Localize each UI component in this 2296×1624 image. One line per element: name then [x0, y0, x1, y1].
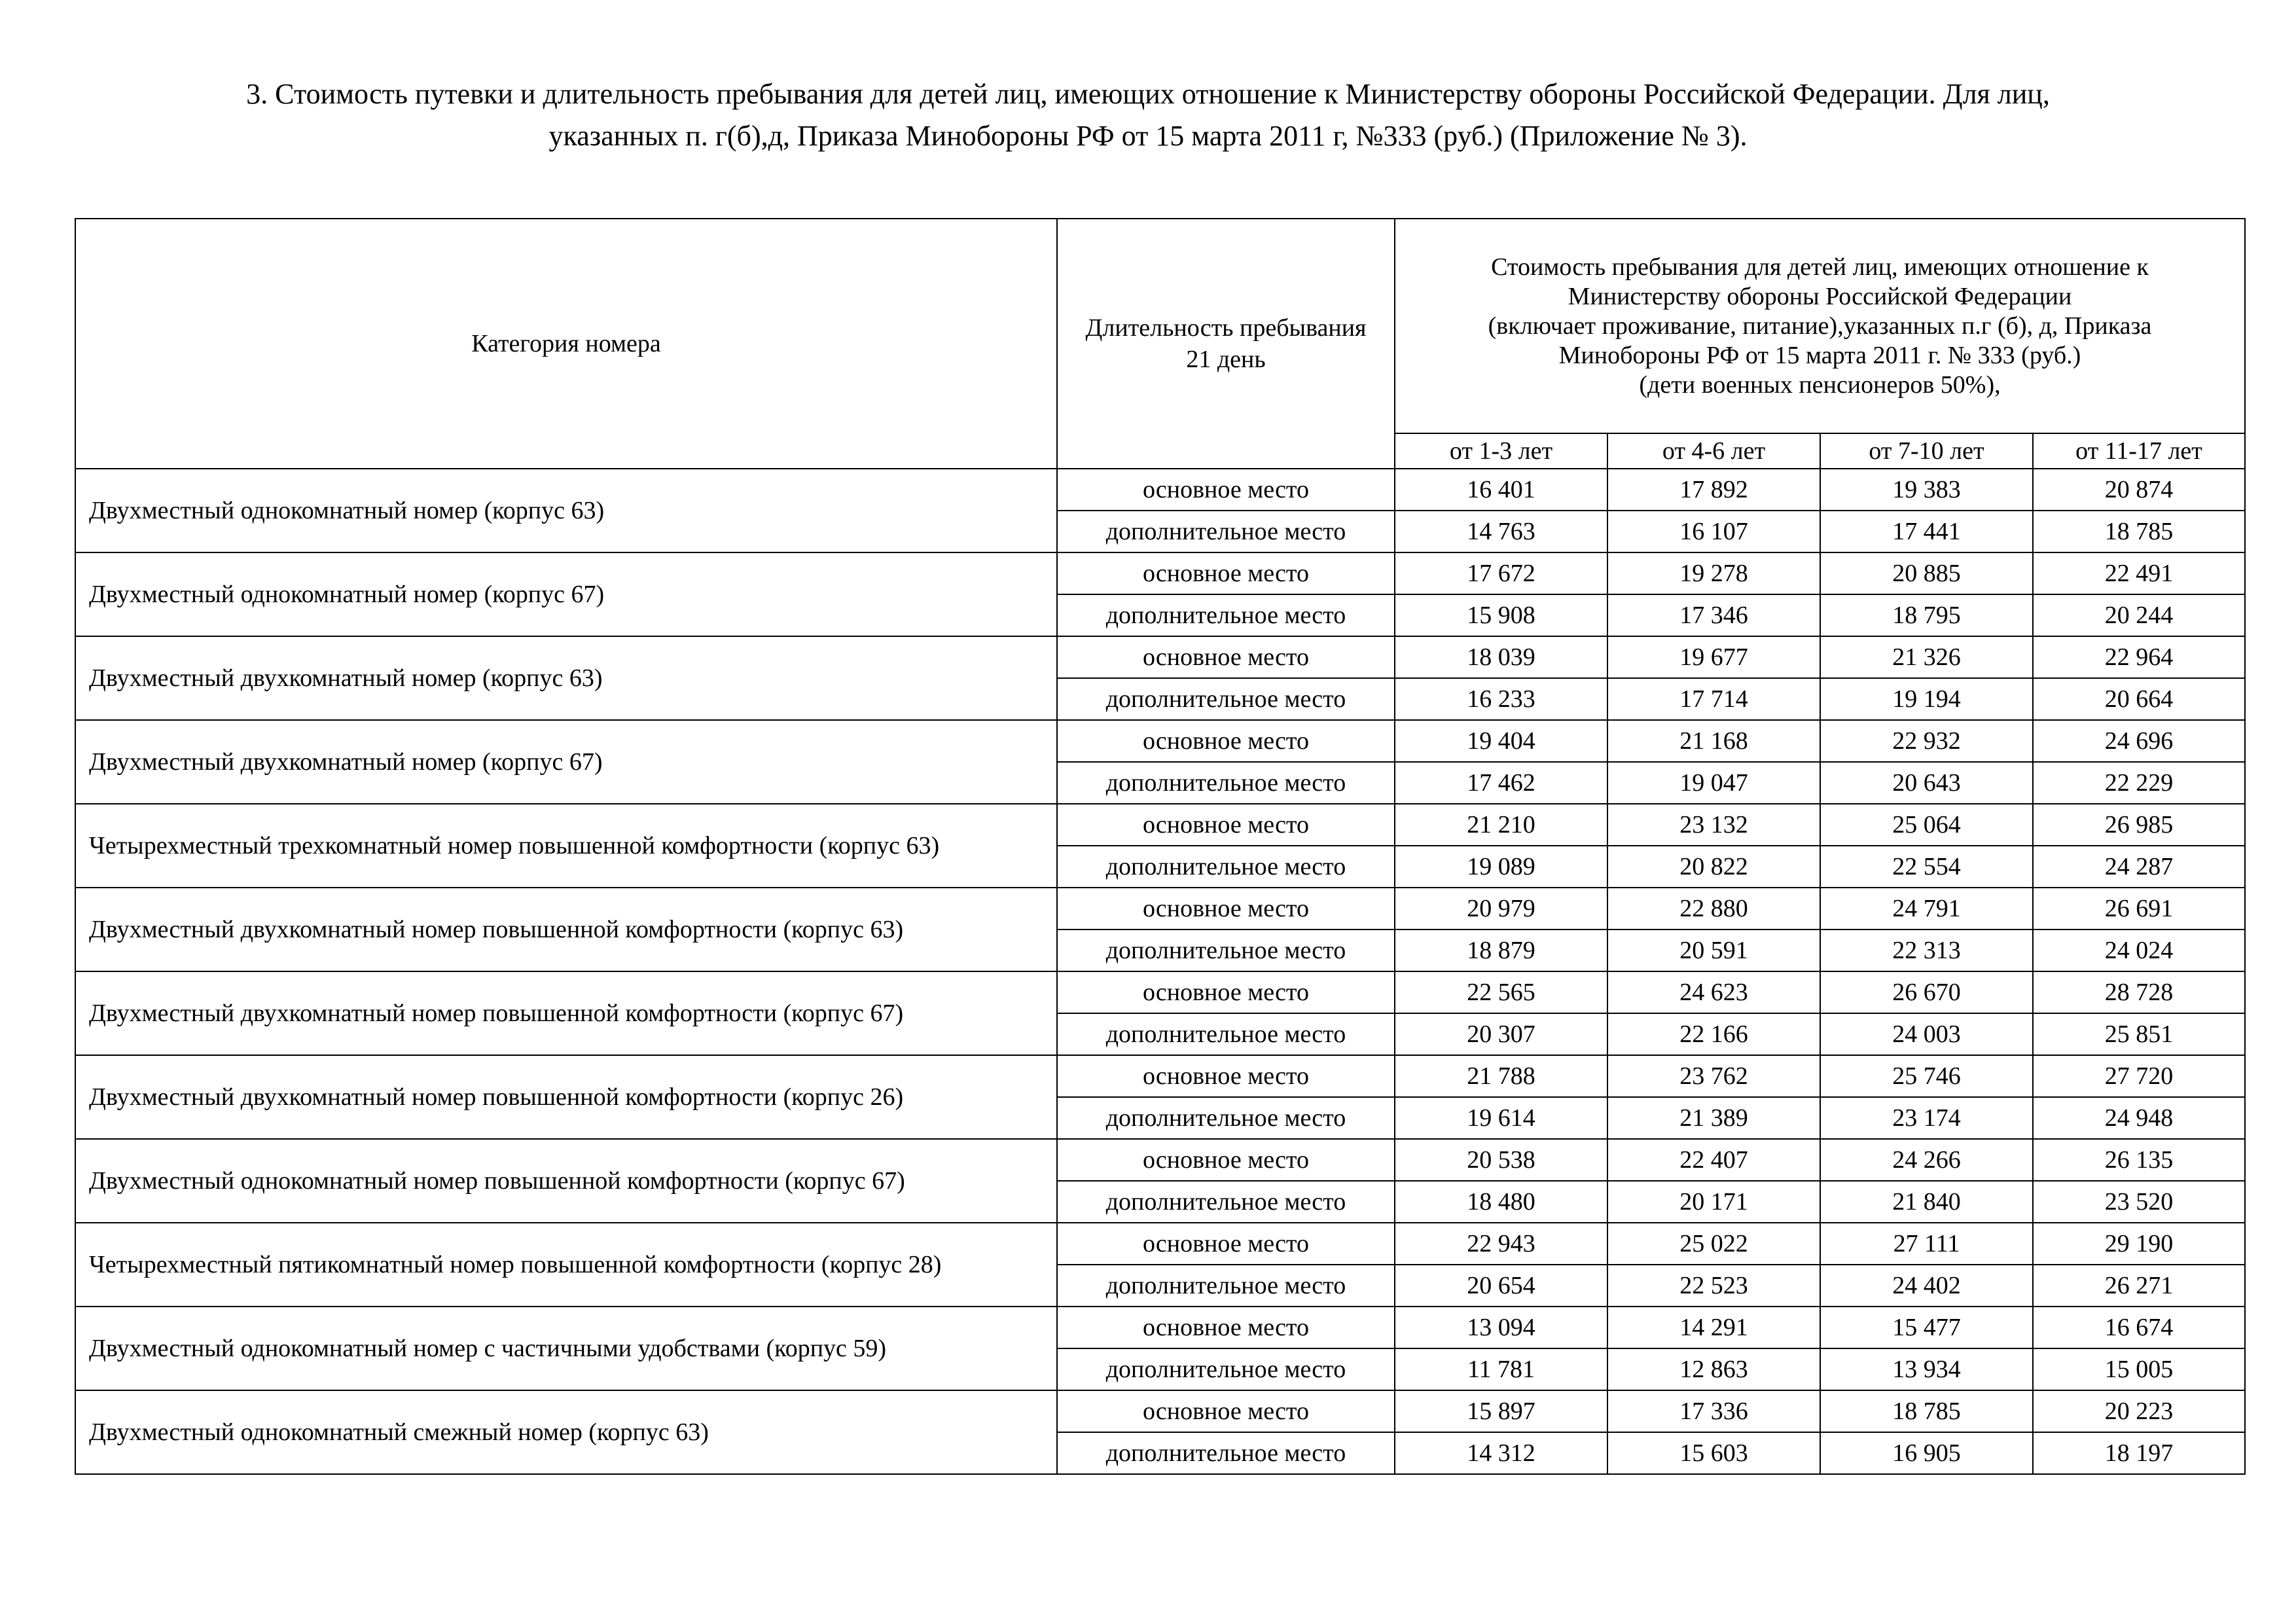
price-table-body [75, 469, 2245, 1474]
price-cell: 13 934 [1820, 1348, 2033, 1390]
table-row [75, 888, 2245, 929]
price-cell: 17 892 [1607, 469, 1820, 511]
room-category: Двухместный однокомнатный номер повышенной комфортности (корпус 67) [75, 1139, 1057, 1223]
price-cell: 20 591 [1607, 929, 1820, 971]
price-cell: 22 943 [1395, 1223, 1607, 1265]
place-type-main: основное место [1057, 1390, 1395, 1432]
price-cell: 15 005 [2033, 1348, 2245, 1390]
price-cell: 22 491 [2033, 552, 2245, 594]
place-type-main: основное место [1057, 888, 1395, 929]
header-duration-line-2: 21 день [1186, 346, 1266, 373]
header-duration [1057, 219, 1395, 469]
place-type-extra: дополнительное место [1057, 846, 1395, 888]
place-type-main: основное место [1057, 469, 1395, 511]
room-category: Двухместный двухкомнатный номер (корпус 63) [75, 636, 1057, 720]
place-type-main: основное место [1057, 971, 1395, 1013]
price-cell: 28 728 [2033, 971, 2245, 1013]
price-cell: 19 404 [1395, 720, 1607, 762]
header-age-1-3: от 1-3 лет [1395, 433, 1607, 469]
price-cell: 18 480 [1395, 1181, 1607, 1223]
price-table [75, 218, 2246, 1475]
price-cell: 15 477 [1820, 1307, 2033, 1348]
price-cell: 22 932 [1820, 720, 2033, 762]
price-cell: 26 670 [1820, 971, 2033, 1013]
price-cell: 18 039 [1395, 636, 1607, 678]
price-cell: 19 677 [1607, 636, 1820, 678]
room-category: Двухместный однокомнатный номер (корпус 63) [75, 469, 1057, 552]
price-cell: 15 603 [1607, 1432, 1820, 1474]
price-cell: 25 022 [1607, 1223, 1820, 1265]
price-cell: 27 111 [1820, 1223, 2033, 1265]
price-cell: 15 908 [1395, 594, 1607, 636]
header-age-4-6: от 4-6 лет [1607, 433, 1820, 469]
price-cell: 22 880 [1607, 888, 1820, 929]
header-cost-line-2: Министерству обороны Российской Федерации [1568, 282, 2072, 310]
place-type-main: основное место [1057, 1223, 1395, 1265]
room-category: Четырехместный трехкомнатный номер повышенной комфортности (корпус 63) [75, 804, 1057, 888]
price-cell: 19 383 [1820, 469, 2033, 511]
document-title-line-1: 3. Стоимость путевки и длительность пребывания для детей лиц, имеющих отношение к Министерству обороны Российской Федерации. Для лиц, [246, 78, 2050, 110]
price-cell: 20 874 [2033, 469, 2245, 511]
price-cell: 19 047 [1607, 762, 1820, 804]
price-cell: 20 664 [2033, 678, 2245, 720]
price-cell: 20 223 [2033, 1390, 2245, 1432]
price-cell: 20 979 [1395, 888, 1607, 929]
price-cell: 18 785 [1820, 1390, 2033, 1432]
price-cell: 26 691 [2033, 888, 2245, 929]
price-cell: 16 674 [2033, 1307, 2245, 1348]
price-cell: 20 244 [2033, 594, 2245, 636]
price-cell: 16 107 [1607, 511, 1820, 552]
price-cell: 16 401 [1395, 469, 1607, 511]
price-cell: 19 278 [1607, 552, 1820, 594]
price-cell: 24 623 [1607, 971, 1820, 1013]
place-type-extra: дополнительное место [1057, 1097, 1395, 1139]
room-category: Двухместный однокомнатный номер (корпус 67) [75, 552, 1057, 636]
price-cell: 22 313 [1820, 929, 2033, 971]
price-cell: 17 462 [1395, 762, 1607, 804]
table-row [75, 552, 2245, 594]
price-cell: 11 781 [1395, 1348, 1607, 1390]
table-row [75, 636, 2245, 678]
room-category: Двухместный двухкомнатный номер повышенной комфортности (корпус 67) [75, 971, 1057, 1055]
price-cell: 16 905 [1820, 1432, 2033, 1474]
table-row [75, 1223, 2245, 1265]
price-cell: 20 643 [1820, 762, 2033, 804]
price-cell: 17 441 [1820, 511, 2033, 552]
price-cell: 17 672 [1395, 552, 1607, 594]
price-cell: 22 565 [1395, 971, 1607, 1013]
price-cell: 21 389 [1607, 1097, 1820, 1139]
price-cell: 22 229 [2033, 762, 2245, 804]
place-type-main: основное место [1057, 636, 1395, 678]
room-category: Двухместный однокомнатный смежный номер (корпус 63) [75, 1390, 1057, 1474]
price-cell: 24 003 [1820, 1013, 2033, 1055]
place-type-extra: дополнительное место [1057, 929, 1395, 971]
header-cost [1395, 219, 2245, 433]
price-cell: 22 166 [1607, 1013, 1820, 1055]
price-cell: 13 094 [1395, 1307, 1607, 1348]
table-row [75, 1139, 2245, 1181]
header-duration-line-1: Длительность пребывания [1085, 314, 1367, 342]
price-cell: 25 746 [1820, 1055, 2033, 1097]
place-type-main: основное место [1057, 720, 1395, 762]
price-cell: 24 402 [1820, 1265, 2033, 1307]
price-cell: 29 190 [2033, 1223, 2245, 1265]
price-cell: 18 879 [1395, 929, 1607, 971]
price-cell: 26 135 [2033, 1139, 2245, 1181]
price-cell: 22 523 [1607, 1265, 1820, 1307]
price-cell: 24 024 [2033, 929, 2245, 971]
price-cell: 12 863 [1607, 1348, 1820, 1390]
price-cell: 22 554 [1820, 846, 2033, 888]
table-row [75, 1390, 2245, 1432]
price-cell: 24 948 [2033, 1097, 2245, 1139]
price-cell: 20 538 [1395, 1139, 1607, 1181]
price-cell: 25 851 [2033, 1013, 2245, 1055]
place-type-main: основное место [1057, 804, 1395, 846]
price-cell: 19 089 [1395, 846, 1607, 888]
table-row [75, 469, 2245, 511]
price-cell: 14 312 [1395, 1432, 1607, 1474]
price-cell: 21 210 [1395, 804, 1607, 846]
price-cell: 23 520 [2033, 1181, 2245, 1223]
header-cost-line-4: Минобороны РФ от 15 марта 2011 г. № 333 (руб.) [1558, 341, 2081, 369]
price-cell: 23 132 [1607, 804, 1820, 846]
place-type-extra: дополнительное место [1057, 762, 1395, 804]
price-cell: 22 407 [1607, 1139, 1820, 1181]
price-cell: 18 795 [1820, 594, 2033, 636]
price-cell: 17 336 [1607, 1390, 1820, 1432]
price-cell: 24 791 [1820, 888, 2033, 929]
price-cell: 21 326 [1820, 636, 2033, 678]
table-row [75, 1307, 2245, 1348]
price-cell: 20 307 [1395, 1013, 1607, 1055]
header-age-7-10: от 7-10 лет [1820, 433, 2033, 469]
price-cell: 14 291 [1607, 1307, 1820, 1348]
header-cost-line-1: Стоимость пребывания для детей лиц, имеющих отношение к [1491, 253, 2149, 281]
header-age-11-17: от 11-17 лет [2033, 433, 2245, 469]
price-cell: 20 885 [1820, 552, 2033, 594]
price-cell: 21 788 [1395, 1055, 1607, 1097]
place-type-extra: дополнительное место [1057, 678, 1395, 720]
price-cell: 24 266 [1820, 1139, 2033, 1181]
price-cell: 20 822 [1607, 846, 1820, 888]
price-cell: 18 785 [2033, 511, 2245, 552]
place-type-main: основное место [1057, 1055, 1395, 1097]
room-category: Двухместный двухкомнатный номер повышенной комфортности (корпус 63) [75, 888, 1057, 971]
price-cell: 20 171 [1607, 1181, 1820, 1223]
header-cost-line-3: (включает проживание, питание),указанных п.г (б), д, Приказа [1488, 312, 2152, 340]
place-type-main: основное место [1057, 1307, 1395, 1348]
room-category: Двухместный однокомнатный номер с частичными удобствами (корпус 59) [75, 1307, 1057, 1390]
price-cell: 18 197 [2033, 1432, 2245, 1474]
room-category: Двухместный двухкомнатный номер повышенной комфортности (корпус 26) [75, 1055, 1057, 1139]
place-type-main: основное место [1057, 552, 1395, 594]
table-row [75, 1055, 2245, 1097]
table-row [75, 804, 2245, 846]
price-cell: 25 064 [1820, 804, 2033, 846]
price-cell: 27 720 [2033, 1055, 2245, 1097]
room-category: Двухместный двухкомнатный номер (корпус 67) [75, 720, 1057, 804]
price-cell: 20 654 [1395, 1265, 1607, 1307]
price-cell: 14 763 [1395, 511, 1607, 552]
table-row [75, 720, 2245, 762]
price-cell: 19 614 [1395, 1097, 1607, 1139]
price-cell: 24 696 [2033, 720, 2245, 762]
price-cell: 17 714 [1607, 678, 1820, 720]
place-type-extra: дополнительное место [1057, 1265, 1395, 1307]
price-cell: 21 168 [1607, 720, 1820, 762]
place-type-extra: дополнительное место [1057, 1013, 1395, 1055]
place-type-extra: дополнительное место [1057, 511, 1395, 552]
room-category: Четырехместный пятикомнатный номер повышенной комфортности (корпус 28) [75, 1223, 1057, 1307]
price-cell: 16 233 [1395, 678, 1607, 720]
place-type-main: основное место [1057, 1139, 1395, 1181]
price-cell: 24 287 [2033, 846, 2245, 888]
header-cost-line-5: (дети военных пенсионеров 50%), [1639, 370, 2001, 399]
document-title [98, 73, 2198, 157]
price-cell: 23 174 [1820, 1097, 2033, 1139]
price-cell: 17 346 [1607, 594, 1820, 636]
document-title-line-2: указанных п. г(б),д, Приказа Минобороны РФ от 15 марта 2011 г, №333 (руб.) (Приложение № 3). [548, 120, 1748, 152]
price-cell: 23 762 [1607, 1055, 1820, 1097]
price-cell: 21 840 [1820, 1181, 2033, 1223]
price-cell: 19 194 [1820, 678, 2033, 720]
place-type-extra: дополнительное место [1057, 1432, 1395, 1474]
price-cell: 26 985 [2033, 804, 2245, 846]
price-cell: 26 271 [2033, 1265, 2245, 1307]
place-type-extra: дополнительное место [1057, 594, 1395, 636]
price-cell: 22 964 [2033, 636, 2245, 678]
price-cell: 15 897 [1395, 1390, 1607, 1432]
place-type-extra: дополнительное место [1057, 1348, 1395, 1390]
header-category: Категория номера [75, 219, 1057, 469]
table-row [75, 971, 2245, 1013]
place-type-extra: дополнительное место [1057, 1181, 1395, 1223]
